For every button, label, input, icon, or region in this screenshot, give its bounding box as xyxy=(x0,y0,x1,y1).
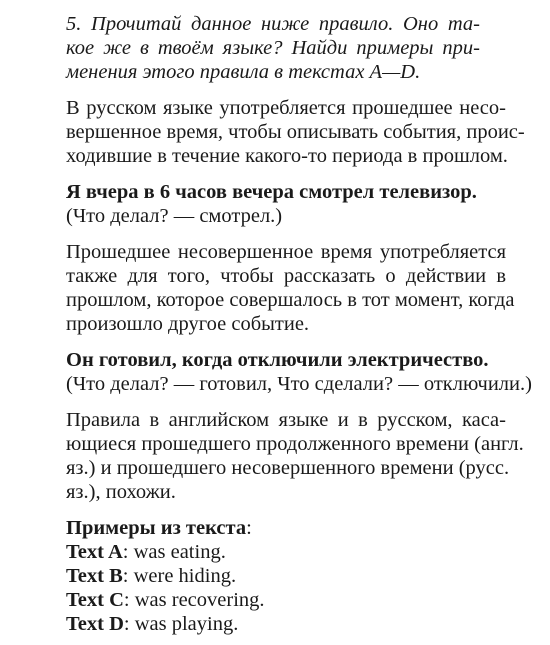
example-item-value: was eating. xyxy=(128,541,226,563)
example-sentence: Он готовил, когда отключили электричество. xyxy=(66,349,489,371)
example-item-label: Text B xyxy=(66,565,123,587)
paragraph-line: вершенное время, чтобы описывать события, проис- xyxy=(66,121,525,143)
example-item xyxy=(66,540,226,564)
paragraph-line: ходившие в течение какого-то периода в прошлом. xyxy=(66,145,508,167)
example-item-value: was recovering. xyxy=(129,589,265,611)
example-note: (Что делал? — готовил, Что сделали? — отключили.) xyxy=(66,373,532,395)
task-text-line: 5. Прочитай данное ниже правило. Оно та- xyxy=(66,13,480,35)
example-item xyxy=(66,564,236,588)
example-item-sep: : xyxy=(122,565,129,587)
paragraph-line: яз.) и прошедшего несовершенного времени (русс. xyxy=(66,457,510,479)
example-item-sep: : xyxy=(123,613,130,635)
task-text-line: кое же в твоём языке? Найди примеры при- xyxy=(66,37,480,59)
paragraph-line: В русском языке употребляется прошедшее несо- xyxy=(66,97,506,119)
example-item-label: Text D xyxy=(66,613,124,635)
example-item xyxy=(66,588,265,612)
paragraph-line: яз.), похожи. xyxy=(66,481,176,503)
example-item-sep: : xyxy=(122,541,129,563)
example-sentence: Я вчера в 6 часов вечера смотрел телевизор. xyxy=(66,181,477,203)
example-note: (Что делал? — смотрел.) xyxy=(66,205,283,227)
task-text-line: менения этого правила в текстах A—D. xyxy=(66,61,421,83)
example-item xyxy=(66,612,238,636)
examples-heading xyxy=(66,516,252,540)
paragraph-line: прошлом, которое совершалось в тот момент, когда xyxy=(66,289,515,311)
examples-heading-text: Примеры из текста xyxy=(66,517,247,539)
example-item-value: was playing. xyxy=(129,613,239,635)
example-item-label: Text C xyxy=(66,589,124,611)
example-item-sep: : xyxy=(123,589,130,611)
example-item-value: were hiding. xyxy=(128,565,237,587)
paragraph-line: Правила в английском языке и в русском, каса- xyxy=(66,409,506,431)
examples-heading-colon: : xyxy=(246,517,252,539)
paragraph-line: ющиеся прошедшего продолженного времени (англ. xyxy=(66,433,524,455)
paragraph-line: Прошедшее несовершенное время употребляется xyxy=(66,241,506,263)
paragraph-line: произошло другое событие. xyxy=(66,313,310,335)
paragraph-line: также для того, чтобы рассказать о действии в xyxy=(66,265,506,287)
example-item-label: Text A xyxy=(66,541,123,563)
